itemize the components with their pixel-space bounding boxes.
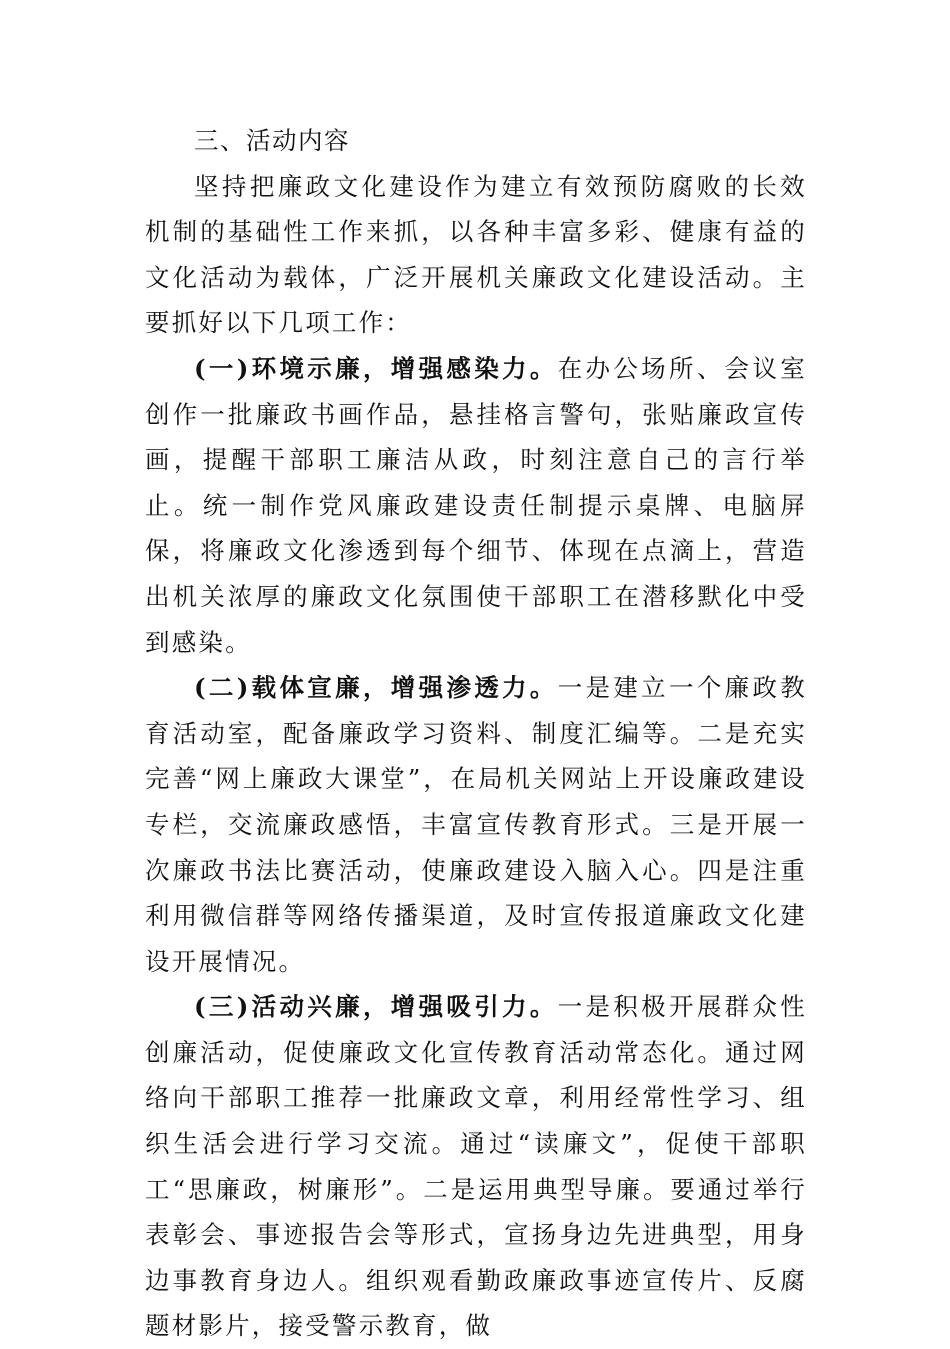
- paragraph-title: (三)活动兴廉，增强吸引力。: [194, 992, 558, 1022]
- paragraph-body: 一是建立一个廉政教育活动室，配备廉政学习资料、制度汇编等。二是充实完善“网上廉政大课堂”，在局机关网站上开设廉政建设专栏，交流廉政感悟，丰富宣传教育形式。三是开展一次廉政书法比赛活动，使廉政建设入脑入心。四是注重利用微信群等网络传播渠道，及时宣传报道廉政文化建设开展情况。: [145, 673, 807, 976]
- paragraph-title: (一)环境示廉，增强感染力。: [194, 353, 558, 383]
- document-body: [145, 118, 807, 1349]
- paragraph-body: 在办公场所、会议室创作一批廉政书画作品，悬挂格言警句，张贴廉政宣传画，提醒干部职工廉洁从政，时刻注意自己的言行举止。统一制作党风廉政建设责任制提示桌牌、电脑屏保，将廉政文化渗透到每个细节、体现在点滴上，营造出机关浓厚的廉政文化氛围使干部职工在潜移默化中受到感染。: [145, 353, 807, 657]
- section-heading: 三、活动内容: [194, 126, 350, 155]
- paragraph-title: (二)载体宣廉，增强渗透力。: [194, 673, 558, 703]
- paragraph-activity: [145, 984, 807, 1349]
- paragraph-environment: [145, 346, 807, 665]
- paragraph-body: 一是积极开展群众性创廉活动，促使廉政文化宣传教育活动常态化。通过网络向干部职工推荐一批廉政文章，利用经常性学习、组织生活会进行学习交流。通过“读廉文”，促使干部职工“思廉政，树廉形”。二是运用典型导廉。要通过举行表彰会、事迹报告会等形式，宣扬身边先进典型，用身边事教育身边人。组织观看勤政廉政事迹宣传片、反腐题材影片，接受警示教育，做: [145, 992, 807, 1341]
- intro-paragraph: 坚持把廉政文化建设作为建立有效预防腐败的长效机制的基础性工作来抓，以各种丰富多彩、健康有益的文化活动为载体，广泛开展机关廉政文化建设活动。主要抓好以下几项工作：: [145, 171, 807, 338]
- paragraph-carrier: [145, 665, 807, 984]
